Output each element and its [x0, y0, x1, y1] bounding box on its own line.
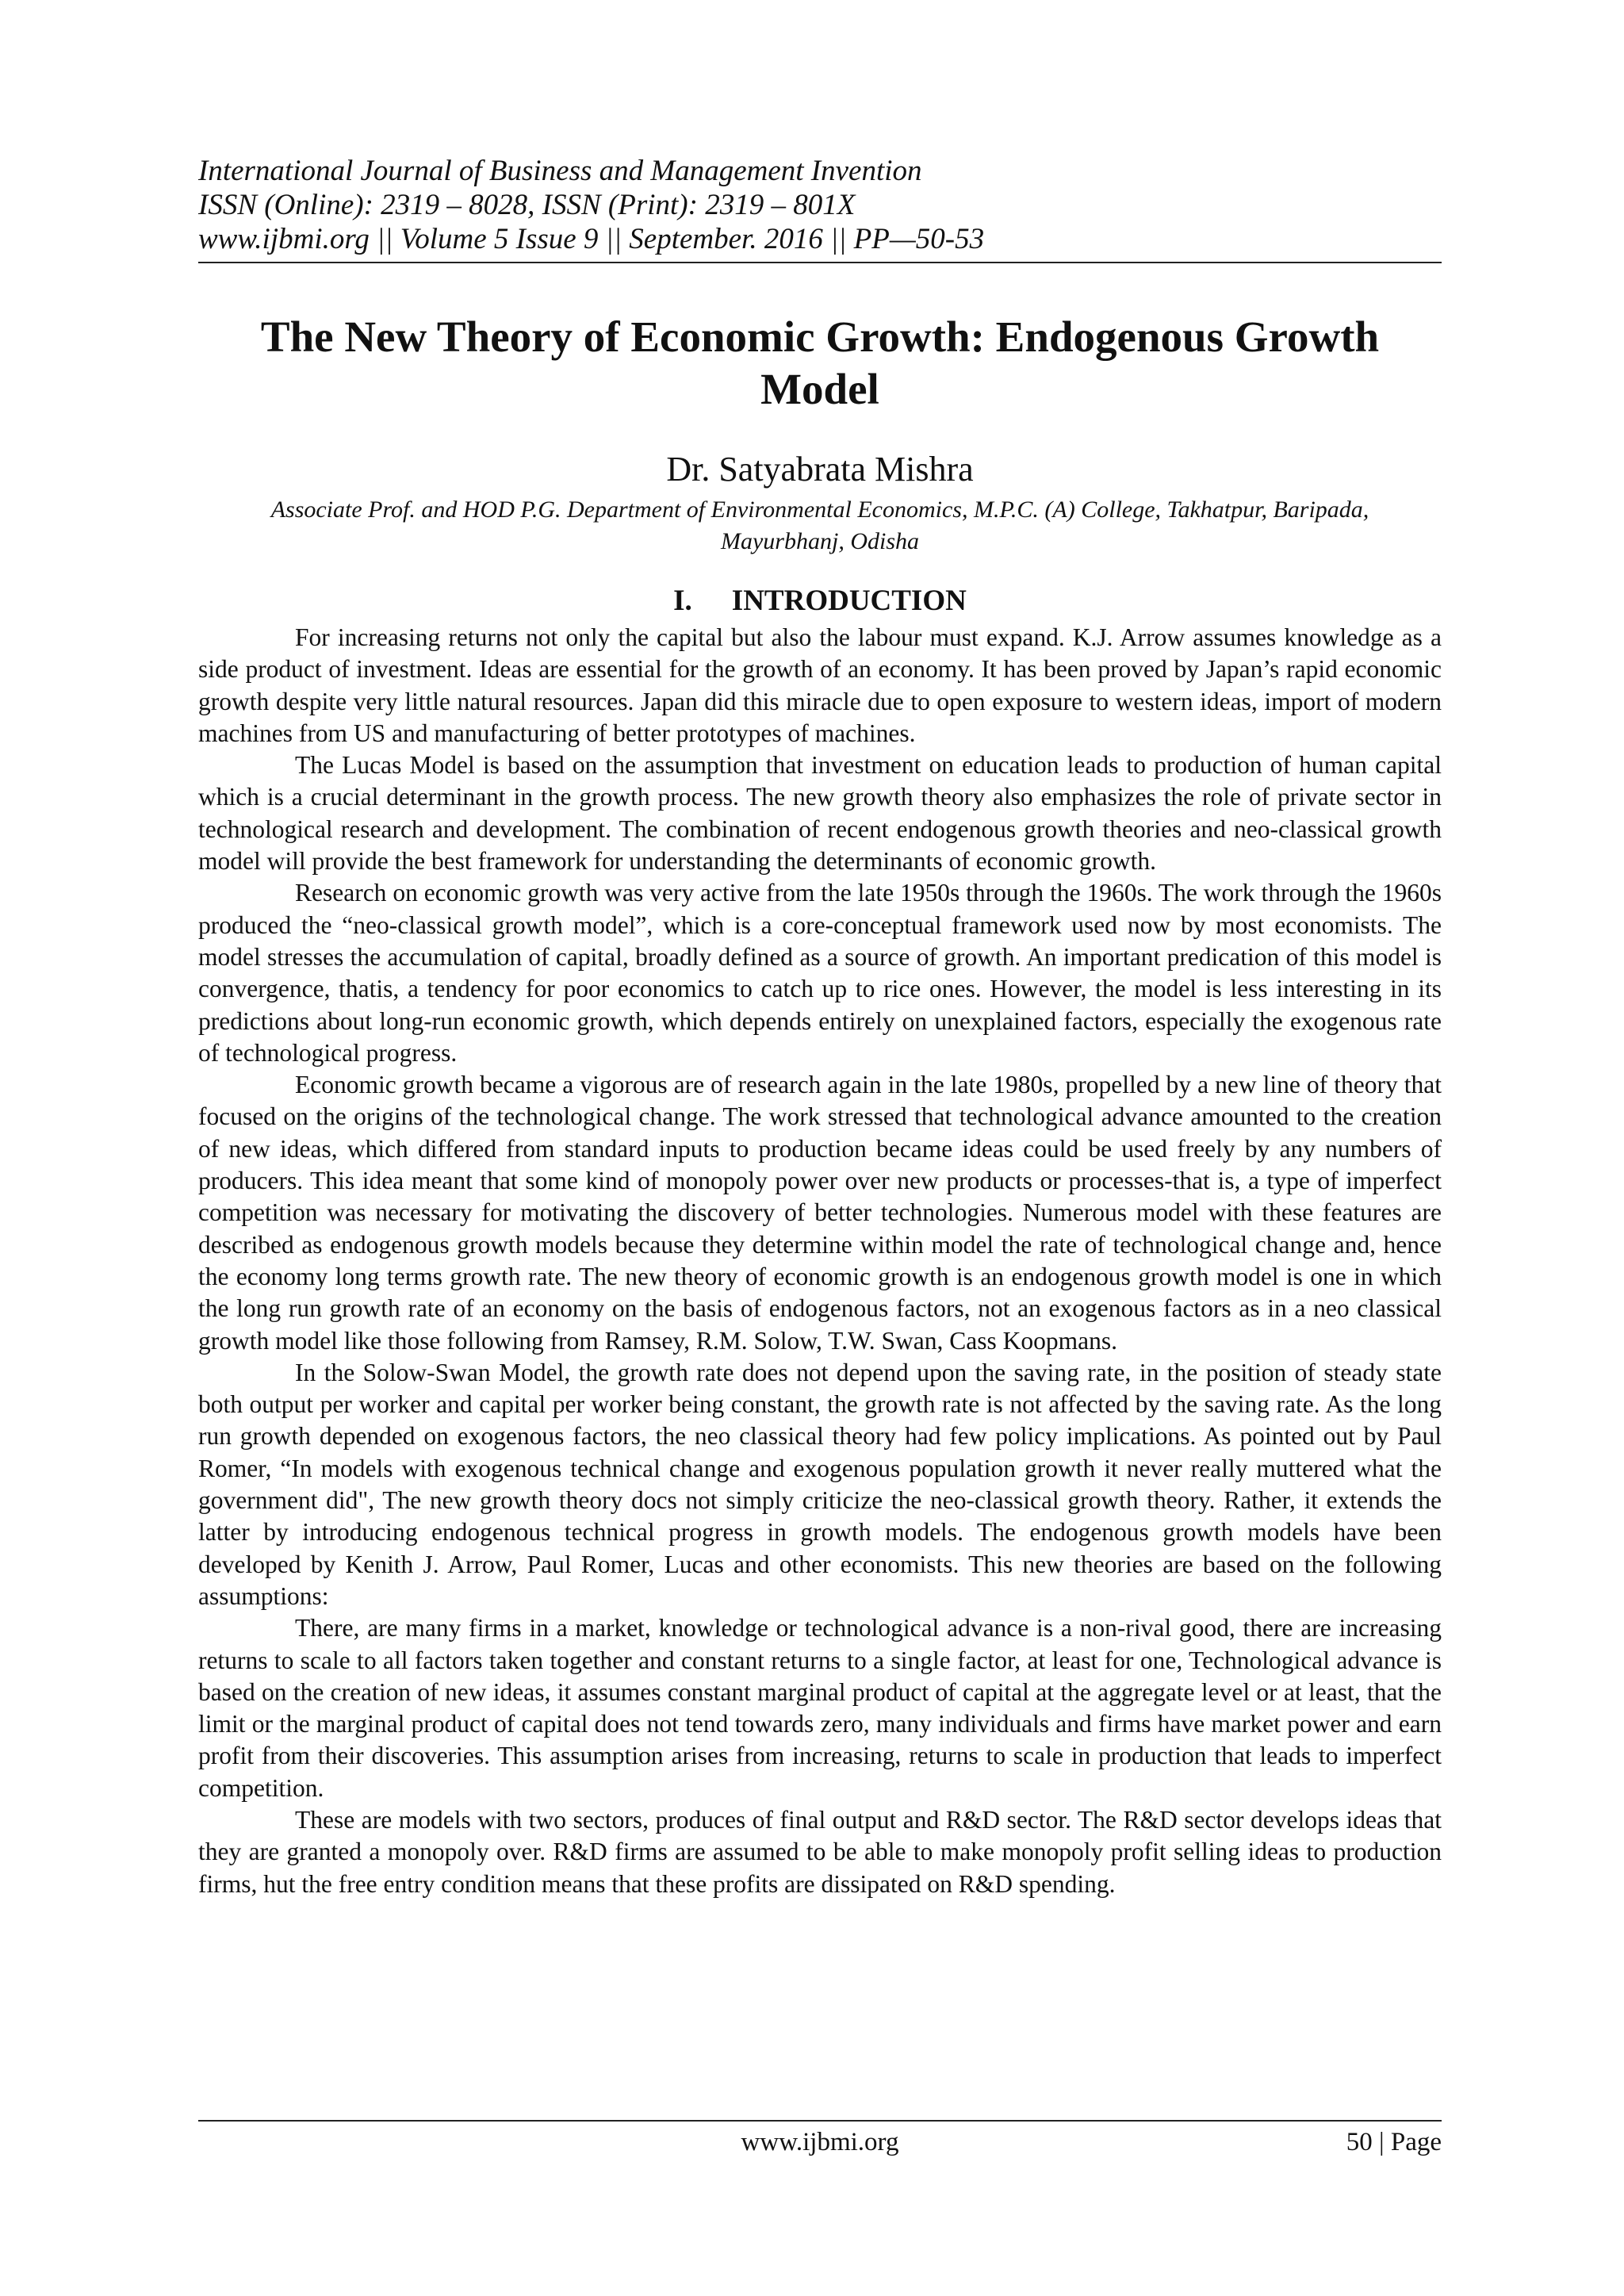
paragraph: These are models with two sectors, produces of final output and R&D sector. The R&D sector develops ideas that they are granted a monopoly over. R&D firms are assumed to be able to make monopoly profit selling ideas to production firms, hut the free entry condition means that these profits are dissipated on R&D spending.	[198, 1805, 1442, 1898]
paragraph: Economic growth became a vigorous are of research again in the late 1980s, propelled by a new line of theory that focused on the origins of the technological change. The work stressed that technological advance amounted to the creation of new ideas, which differed from standard inputs to production became ideas could be used freely by any numbers of producers. This idea meant that some kind of monopoly power over new products or processes-that is, a type of imperfect competition was necessary for motivating the discovery of better technologies. Numerous model with these features are described as endogenous growth models because they determine within model the rate of technological change and, hence the economy long terms growth rate. The new theory of economic growth is an endogenous growth model is one in which the long run growth rate of an economy on the basis of endogenous factors, not an exogenous factors as in a neo classical growth model like those following from Ramsey, R.M. Solow, T.W. Swan, Cass Koopmans.	[198, 1071, 1442, 1355]
section-heading	[198, 583, 1442, 619]
author-name: Dr. Satyabrata Mishra	[666, 450, 974, 489]
paragraph: For increasing returns not only the capital but also the labour must expand. K.J. Arrow assumes knowledge as a side product of investment. Ideas are essential for the growth of an economy. It has been proved by Japan’s rapid economic growth despite very little natural resources. Japan did this miracle due to open exposure to western ideas, import of modern machines from US and manufacturing of better prototypes of machines.	[198, 623, 1442, 747]
page-number: 50 | Page	[1346, 2128, 1442, 2156]
author-affiliation: Associate Prof. and HOD P.G. Department of Environmental Economics, M.P.C. (A) College, Takhatpur, Baripada, Mayurbhanj, Odisha	[270, 496, 1369, 554]
paragraph: Research on economic growth was very active from the late 1950s through the 1960s. The work through the 1960s produced the “neo-classical growth model”, which is a core-conceptual framework used now by most economists. The model stresses the accumulation of capital, broadly defined as a source of growth. An important predication of this model is convergence, thatis, a tendency for poor economics to catch up to rice ones. However, the model is less interesting in its predictions about long-run economic growth, which depends entirely on unexplained factors, especially the exogenous rate of technological progress.	[198, 879, 1442, 1067]
paragraph: The Lucas Model is based on the assumption that investment on education leads to production of human capital which is a crucial determinant in the growth process. The new growth theory also emphasizes the role of private sector in technological research and development. The combination of recent endogenous growth theories and neo-classical growth model will provide the best framework for understanding the determinants of economic growth.	[198, 751, 1442, 876]
journal-volume: www.ijbmi.org || Volume 5 Issue 9 || September. 2016 || PP—50-53	[198, 223, 985, 255]
paragraph: There, are many firms in a market, knowledge or technological advance is a non-rival good, there are increasing returns to scale to all factors taken together and constant returns to a single factor, at least for one, Technological advance is based on the creation of new ideas, it assumes constant marginal product of capital at the aggregate level or at least, that the limit or the marginal product of capital does not tend towards zero, many individuals and firms have market power and earn profit from their discoveries. This assumption arises from increasing, returns to scale in production that leads to imperfect competition.	[198, 1614, 1442, 1802]
footer-url: www.ijbmi.org	[741, 2128, 899, 2156]
section-title: INTRODUCTION	[731, 585, 967, 617]
footer-divider	[198, 2120, 1442, 2122]
journal-name: International Journal of Business and Management Invention	[198, 155, 922, 187]
paragraph: In the Solow-Swan Model, the growth rate does not depend upon the saving rate, in the position of steady state both output per worker and capital per worker being constant, the growth rate is not affected by the saving rate. As the long run growth depended on exogenous factors, the neo classical theory had few policy implications. As pointed out by Paul Romer, “In models with exogenous technical change and exogenous population growth it never really muttered what the government did", The new growth theory docs not simply criticize the neo-classical growth theory. Rather, it extends the latter by introducing endogenous technical progress in growth models. The endogenous growth models have been developed by Kenith J. Arrow, Paul Romer, Lucas and other economists. This new theories are based on the following assumptions:	[198, 1358, 1442, 1610]
journal-issn: ISSN (Online): 2319 – 8028, ISSN (Print): 2319 – 801X	[198, 189, 856, 221]
journal-header	[198, 154, 1442, 256]
header-divider	[198, 262, 1442, 263]
author-block	[198, 448, 1442, 558]
paper-title: The New Theory of Economic Growth: Endogenous Growth Model	[260, 312, 1380, 413]
section-number: I.	[673, 585, 692, 617]
body-text	[198, 622, 1442, 1900]
